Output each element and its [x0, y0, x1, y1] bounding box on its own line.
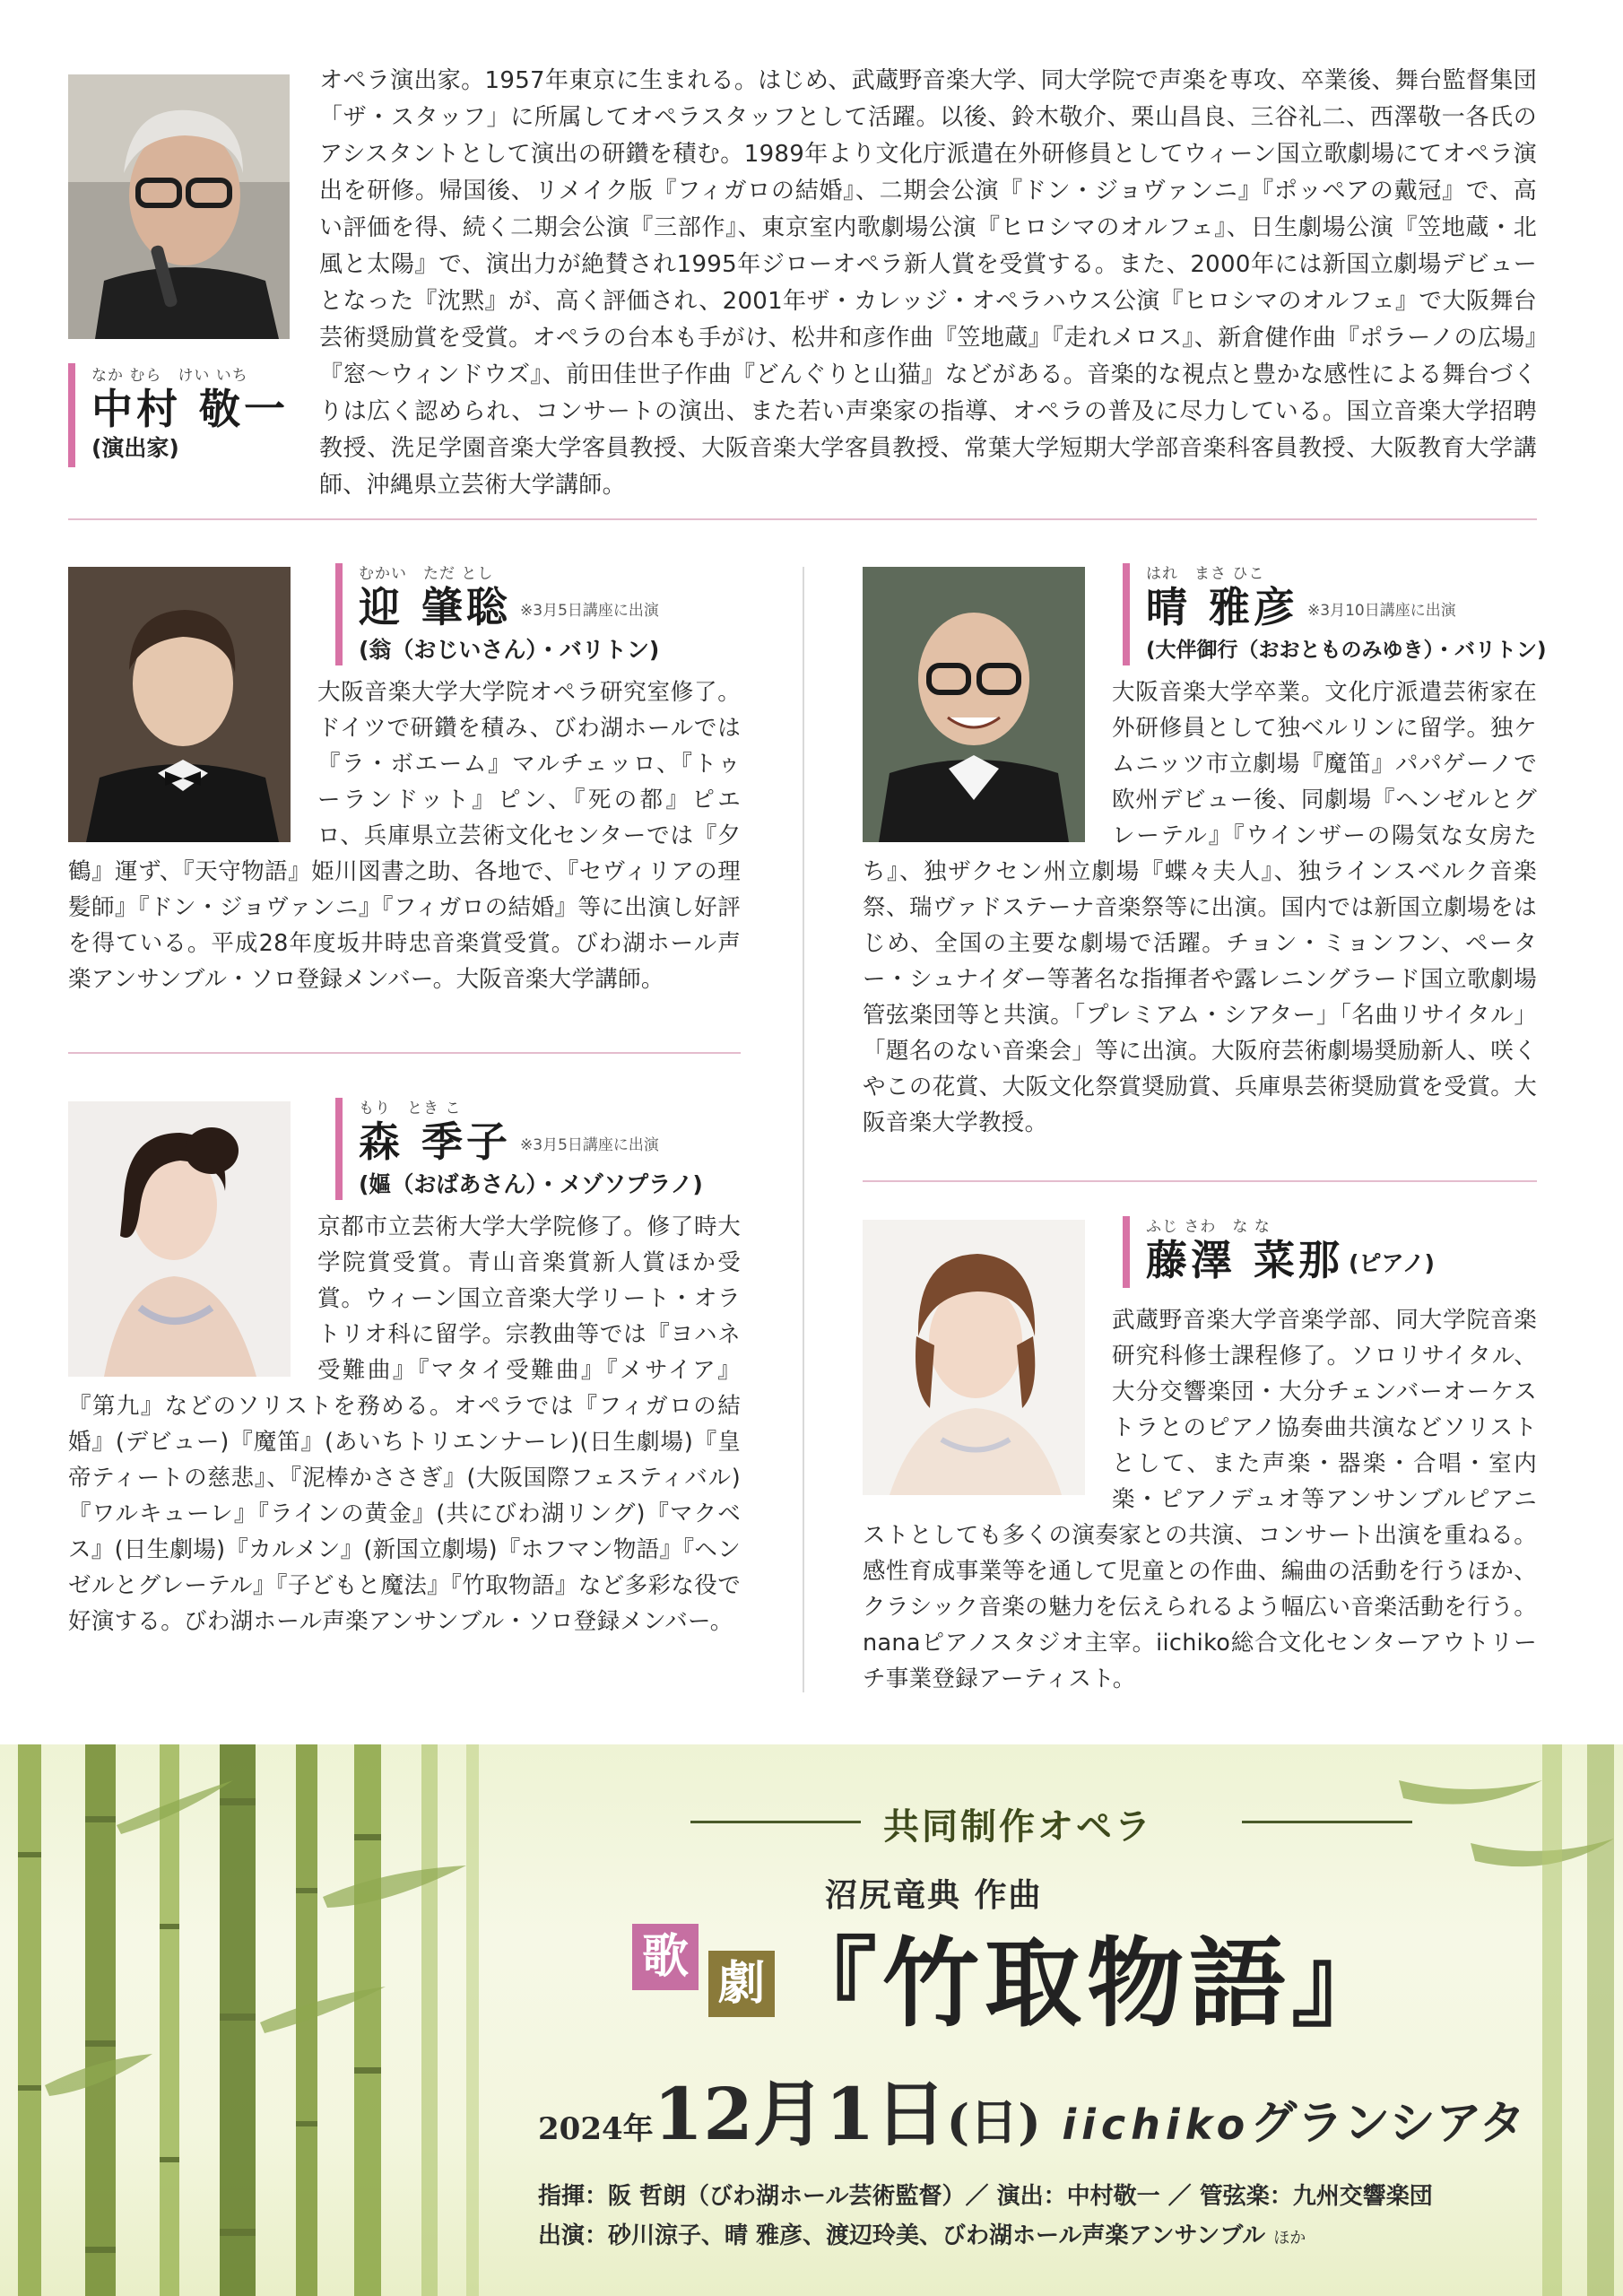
- fujisawa-bio-box: [863, 1302, 1537, 1697]
- mukai-name-block: [335, 563, 730, 665]
- hare-bio-box: [863, 674, 1537, 1141]
- nakamura-name: 中村 敬一: [91, 385, 290, 433]
- banner-year: 2024年: [538, 2111, 654, 2147]
- hare-ruby: はれ まさ ひこ: [1146, 565, 1265, 583]
- mori-name-block: [335, 1098, 730, 1200]
- banner-composer: 沼尻竜典 作曲: [825, 1876, 1043, 1914]
- kicker-line-left: [690, 1821, 861, 1823]
- venue-name: グランシアタ: [1250, 2097, 1526, 2151]
- hare-bio: 大阪音楽大学卒業。文化庁派遣芸術家在外研修員として独ベルリンに留学。独ケムニッツ市立劇場『魔笛』パパゲーノで欧州デビュー後、同劇場『ヘンゼルとグレーテル』『ウインザーの陽気な女房たち』、独ザクセン州立劇場『蝶々夫人』、独ラインスベルク音楽祭、瑞ヴァドステーナ音楽祭等に出演。国内では新国立劇場をはじめ、全国の主要な劇場で活躍。チョン・ミョンフン、ペーター・シュナイダー等著名な指揮者や露レニングラード国立歌劇場管弦楽団等と共演。「プレミアム・シアター」「名曲リサイタル」「題名のない音楽会」等に出演。大阪府芸術劇場奨励新人、咲くやこの花賞、大阪文化祭賞奨励賞、兵庫県芸術奨励賞を受賞。大阪音楽大学教授。: [863, 679, 1537, 1136]
- geki-label: 劇: [708, 1951, 775, 2017]
- banner-credits-1: 指揮：阪 哲朗（びわ湖ホール芸術監督）／ 演出：中村敬一 ／ 管弦楽：九州交響楽団: [538, 2183, 1433, 2210]
- fujisawa-role: (ピアノ): [1349, 1249, 1435, 1276]
- hare-name-block: [1123, 563, 1547, 665]
- mukai-bio: 大阪音楽大学大学院オペラ研究室修了。ドイツで研鑽を積み、びわ湖ホールでは『ラ・ボエーム』マルチェッロ、『トゥーランドット』ピン、『死の都』ピエロ、兵庫県立芸術文化センターでは『夕鶴』運ず、『天守物語』姫川図書之助、各地で、『セヴィリアの理髪師』『ドン・ジョヴァンニ』『フィガロの結婚』等に出演し好評を得ている。平成28年度坂井時忠音楽賞受賞。びわ湖ホール声楽アンサンブル・ソロ登録メンバー。大阪音楽大学講師。: [68, 679, 741, 993]
- portrait-man-glasses-image: [68, 74, 290, 339]
- mori-bio-box: [68, 1209, 741, 1639]
- mori-name: 森 季子: [359, 1118, 512, 1166]
- nakamura-photo: [68, 74, 290, 339]
- nakamura-ruby: なか むら けい いち: [91, 367, 248, 385]
- opera-banner: [0, 1744, 1623, 2296]
- banner-kicker: 共同制作オペラ: [883, 1805, 1153, 1848]
- fujisawa-bio: 武蔵野音楽大学音楽学部、同大学院音楽研究科修士課程修了。ソロリサイタル、大分交響楽団・大分チェンバーオーケストラとのピアノ協奏曲共演などソリストとして、また声楽・器楽・合唱・室内楽・ピアノデュオ等アンサンブルピアニストとしても多くの演奏家との共演、コンサート出演を重ねる。感性育成事業等を通して児童との作曲、編曲の活動を行うほか、クラシック音楽の魅力を伝えられるよう幅広い音楽活動を行う。nanaピアノスタジオ主宰。iichiko総合文化センターアウトリーチ事業登録アーティスト。: [863, 1307, 1537, 1692]
- venue-brand: iichiko: [1062, 2100, 1251, 2149]
- mukai-name: 迎 肇聡: [359, 583, 512, 631]
- mori-role: (嫗（おばあさん）・メゾソプラノ): [359, 1170, 703, 1197]
- banner-credits-2-line: [538, 2217, 1306, 2250]
- ka-label: 歌: [632, 1924, 699, 1990]
- banner-title: 『竹取物語』: [780, 1927, 1394, 2040]
- banner-credits-2: 出演：砂川涼子、晴 雅彦、渡辺玲美、びわ湖ホール声楽アンサンブル: [538, 2222, 1266, 2249]
- divider-left-mid: [68, 1052, 741, 1054]
- fujisawa-name-block: [1123, 1216, 1544, 1288]
- banner-weekday: (日): [946, 2093, 1041, 2151]
- nakamura-name-block: [68, 363, 292, 467]
- divider-top: [68, 518, 1537, 520]
- hare-role: (大伴御行（おおとものみゆき）・バリトン): [1146, 638, 1547, 662]
- banner-date-line: [538, 2057, 1525, 2160]
- nakamura-bio: オペラ演出家。1957年東京に生まれる。はじめ、武蔵野音楽大学、同大学院で声楽を専攻、卒業後、舞台監督集団「ザ・スタッフ」に所属してオペラスタッフとして活躍。以後、鈴木敬介、栗山昌良、三谷礼二、西澤敬一各氏のアシスタントとして演出の研鑽を積む。1989年より文化庁派遣在外研修員としてウィーン国立歌劇場にてオペラ演出を研修。帰国後、リメイク版『フィガロの結婚』、二期会公演『ドン・ジョヴァンニ』『ポッペアの戴冠』で、高い評価を得、続く二期会公演『三部作』、東京室内歌劇場公演『ヒロシマのオルフェ』、日生劇場公演『笠地蔵・北風と太陽』で、演出力が絶賛され1995年ジローオペラ新人賞を受賞する。また、2000年には新国立劇場デビューとなった『沈黙』が、高く評価され、2001年ザ・カレッジ・オペラハウス公演『ヒロシマのオルフェ』で大阪舞台芸術奨励賞を受賞。オペラの台本も手がけ、松井和彦作曲『笠地蔵』『走れメロス』、新倉健作曲『ポラーノの広場』『窓〜ウィンドウズ』、前田佳世子作曲『どんぐりと山猫』などがある。音楽的な視点と豊かな感性による舞台づくりは広く認められ、コンサートの演出、また若い声楽家の指導、オペラの普及に尽力している。国立音楽大学招聘教授、洗足学園音楽大学客員教授、大阪音楽大学客員教授、常葉大学短期大学部音楽科客員教授、大阪教育大学講師、沖縄県立芸術大学講師。: [319, 67, 1537, 499]
- mori-note: ※3月5日講座に出演: [520, 1135, 659, 1154]
- mukai-bio-box: [68, 674, 741, 997]
- fujisawa-name: 藤澤 菜那: [1146, 1236, 1344, 1284]
- kicker-line-right: [1242, 1821, 1412, 1823]
- hare-note: ※3月10日講座に出演: [1307, 601, 1456, 620]
- nakamura-role: (演出家): [91, 435, 179, 461]
- column-separator: [803, 567, 804, 1692]
- mukai-ruby: むかい ただ とし: [359, 565, 494, 583]
- divider-right-mid: [863, 1180, 1537, 1182]
- mori-bio: 京都市立芸術大学大学院修了。修了時大学院賞受賞。青山音楽賞新人賞ほか受賞。ウィーン国立音楽大学リート・オラトリオ科に留学。宗教曲等では『ヨハネ受難曲』『マタイ受難曲』『メサイア』『第九』などのソリストを務める。オペラでは『フィガロの結婚』(デビュー)『魔笛』(あいちトリエンナーレ)(日生劇場)『皇帝ティートの慈悲』、『泥棒かささぎ』(大阪国際フェスティバル)『ワルキューレ』『ラインの黄金』(共にびわ湖リング)『マクベス』(日生劇場)『カルメン』(新国立劇場)『ホフマン物語』『ヘンゼルとグレーテル』『子どもと魔法』『竹取物語』など多彩な役で好演する。びわ湖ホール声楽アンサンブル・ソロ登録メンバー。: [68, 1213, 741, 1635]
- mukai-role: (翁（おじいさん）・バリトン): [359, 636, 660, 663]
- mori-ruby: もり とき こ: [359, 1100, 462, 1118]
- hare-name: 晴 雅彦: [1146, 583, 1299, 631]
- banner-date: 12月1日: [653, 2072, 947, 2156]
- banner-credits-2-suffix: ほか: [1273, 2229, 1306, 2248]
- fujisawa-ruby: ふじ さわ な な: [1146, 1218, 1271, 1236]
- mukai-note: ※3月5日講座に出演: [520, 601, 659, 620]
